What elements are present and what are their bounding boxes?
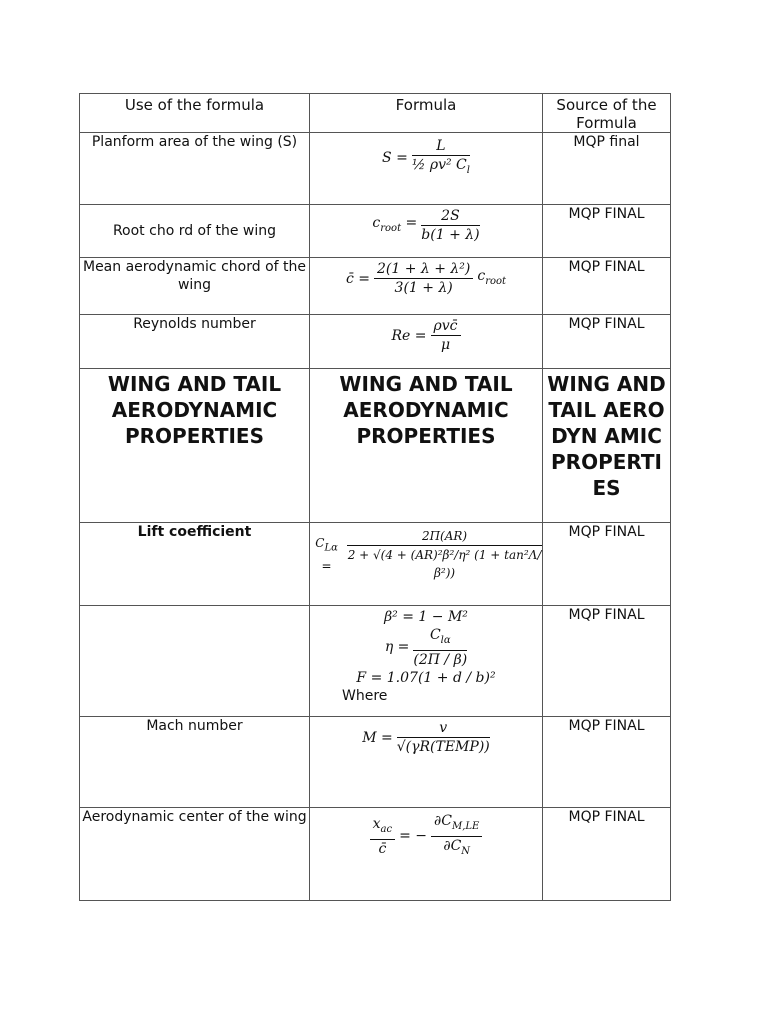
formula-lift-coefficient: $C_{L\alpha}$ = $\frac{2\Pi(AR)}{\text{2 + √(4 + (AR)²β²/η² (1 + tan²Λ/β²))}}$ — [315, 529, 542, 580]
row-source: MQP FINAL — [543, 258, 671, 315]
formula-mean-chord: c̄ = $\frac{\text{2(1 + λ + λ²)}}{3(1 + \lambda)}$ $c_{root}$ — [345, 261, 507, 296]
section-row — [80, 369, 671, 523]
formula-table — [79, 93, 671, 901]
formula-cell — [310, 808, 543, 901]
table-row — [80, 606, 671, 717]
row-source: MQP FINAL — [543, 808, 671, 901]
formula-aero-center: $\frac{x_{ac}}{c̄}$ = − $\frac{\partial C_{M,LE}}{\partial C_N}$ — [370, 812, 483, 861]
row-source: MQP FINAL — [543, 205, 671, 258]
table-row — [80, 315, 671, 369]
row-use — [80, 606, 310, 717]
header-source: Source of the Formula — [543, 94, 671, 133]
formula-eta: η = $\frac{C_{l\alpha}}{(2\Pi / \beta)}$ — [384, 627, 468, 668]
row-source: MQP FINAL — [543, 315, 671, 369]
row-use: Mach number — [80, 717, 310, 808]
formula-cell — [310, 258, 543, 315]
formula-cell — [310, 606, 543, 717]
header-use: Use of the formula — [80, 94, 310, 133]
section-title: WING AND TAIL AERODYNAMIC PROPERTIES — [80, 369, 310, 523]
formula-cell — [310, 205, 543, 258]
row-use: Reynolds number — [80, 315, 310, 369]
row-use: Root cho rd of the wing — [80, 205, 310, 258]
row-source: MQP FINAL — [543, 717, 671, 808]
formula-cell — [310, 315, 543, 369]
formula-planform-area: S = $\frac{L}{\frac{1}{2} \rho v^2 C_l}$ — [382, 138, 470, 176]
formula-beta: β² = 1 − M² — [384, 609, 468, 625]
table-row — [80, 258, 671, 315]
table-row — [80, 523, 671, 606]
row-use: Mean aerodynamic chord of the wing — [80, 258, 310, 315]
header-formula: Formula — [310, 94, 543, 133]
formula-reynolds: Re = $\frac{\text{ρvc̄}}{\mu}$ — [392, 317, 461, 354]
section-title: WING AND TAIL AERODYNAMIC PROPERTIES — [310, 369, 543, 523]
row-source: MQP FINAL — [543, 606, 671, 717]
row-source: MQP final — [543, 133, 671, 205]
formula-mach: M = $\frac{v}{\text{√(γR(TEMP))}}$ — [362, 720, 490, 755]
table-row — [80, 205, 671, 258]
table-row — [80, 717, 671, 808]
formula-cell — [310, 133, 543, 205]
formula-f: F = 1.07(1 + d / b)² — [356, 669, 496, 686]
formula-cell — [310, 717, 543, 808]
row-use: Lift coefficient — [80, 523, 310, 606]
formula-cell — [310, 523, 543, 606]
where-label: Where — [342, 687, 388, 704]
table-row — [80, 808, 671, 901]
row-source: MQP FINAL — [543, 523, 671, 606]
section-title: WING AND TAIL AERODYN AMIC PROPERTI ES — [543, 369, 671, 523]
table-row — [80, 133, 671, 205]
row-use: Planform area of the wing (S) — [80, 133, 310, 205]
table-header-row — [80, 94, 671, 133]
formula-root-chord: $c_{root}$ = $\frac{2S}{b(1 + \lambda)}$ — [372, 208, 480, 243]
row-use: Aerodynamic center of the wing — [80, 808, 310, 901]
